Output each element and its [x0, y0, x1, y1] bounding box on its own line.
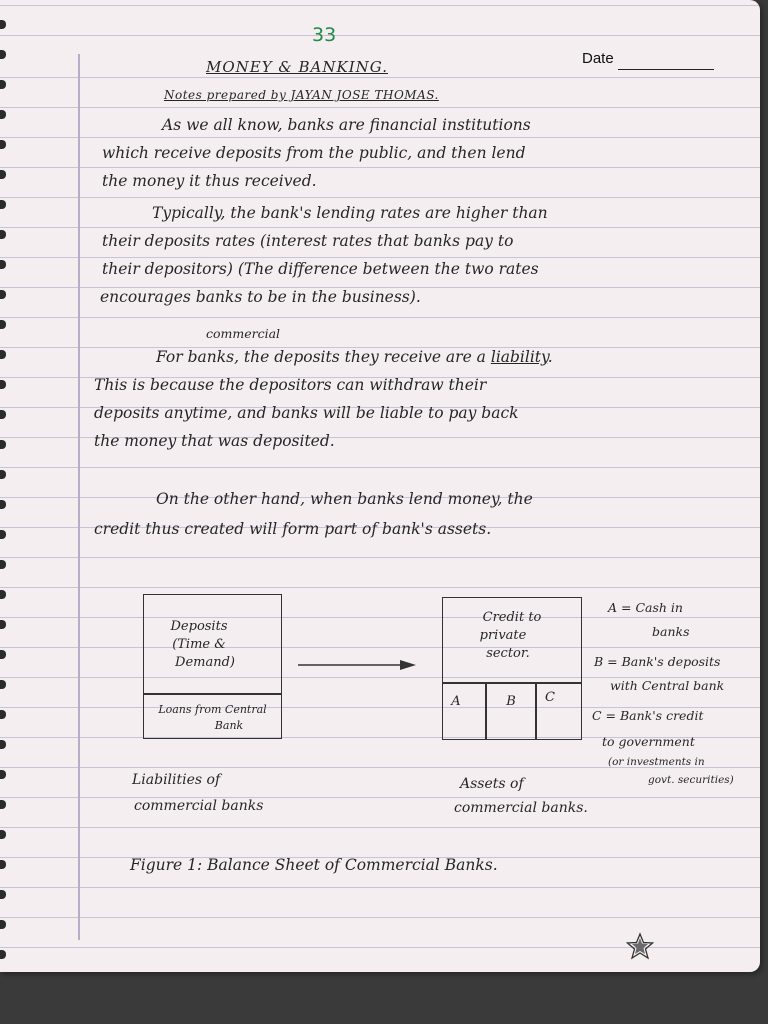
paragraph-2-line-2: their deposits rates (interest rates that banks pay to	[102, 232, 514, 250]
central-bank-label: Bank	[214, 719, 244, 732]
legend-c-line-3: (or investments in	[608, 756, 705, 768]
spiral-binding	[0, 0, 10, 972]
deposits-label: Deposits	[170, 619, 228, 634]
liabilities-caption-line-2: commercial banks	[134, 798, 264, 814]
private-label: private	[479, 628, 527, 643]
legend-a-line-2: banks	[652, 624, 690, 639]
paragraph-4-line-1: On the other hand, when banks lend money, the	[156, 490, 533, 508]
figure-caption: Figure 1: Balance Sheet of Commercial Banks.	[130, 856, 498, 874]
paragraph-3-line-3: deposits anytime, and banks will be liable to pay back	[94, 404, 519, 422]
margin-line	[78, 54, 80, 940]
page-number: 33	[312, 24, 337, 46]
time-label: (Time &	[172, 637, 226, 652]
paragraph-1-line-2: which receive deposits from the public, and then lend	[102, 144, 526, 162]
legend-a-line-1: A = Cash in	[608, 600, 683, 615]
paragraph-1-line-3: the money it thus received.	[102, 172, 317, 190]
legend-b-line-1: B = Bank's deposits	[594, 654, 721, 669]
page-title: MONEY & BANKING.	[206, 58, 388, 76]
paragraph-2-line-3: their depositors) (The difference between the two rates	[102, 260, 539, 278]
star-icon	[626, 932, 654, 960]
assets-caption-line-1: Assets of	[460, 776, 524, 792]
paragraph-2-line-4: encourages banks to be in the business).	[100, 288, 421, 306]
paragraph-3-line-4: the money that was deposited.	[94, 432, 335, 450]
loans-label: Loans from Central	[158, 703, 267, 716]
assets-caption-line-2: commercial banks.	[454, 800, 588, 816]
notes-author: Notes prepared by JAYAN JOSE THOMAS.	[164, 88, 439, 102]
credit-label: Credit to	[482, 610, 542, 625]
date-label: Date	[582, 50, 614, 67]
cell-c: C	[545, 690, 555, 705]
legend-c-line-2: to government	[602, 734, 695, 749]
assets-box	[442, 597, 582, 740]
paragraph-1-line-1: As we all know, banks are financial institutions	[162, 116, 531, 134]
liability-keyword: liability	[490, 348, 548, 366]
demand-label: Demand)	[175, 655, 235, 670]
inserted-word-commercial: commercial	[206, 326, 281, 341]
legend-c-line-1: C = Bank's credit	[592, 708, 704, 723]
legend-c-line-4: govt. securities)	[648, 774, 734, 786]
paragraph-3-line-1: For banks, the deposits they receive are a liability.	[156, 348, 553, 366]
liabilities-box	[143, 594, 282, 739]
arrow-right-icon	[296, 655, 418, 675]
paragraph-2-line-1: Typically, the bank's lending rates are higher than	[152, 204, 548, 222]
date-field-line	[618, 69, 714, 70]
liabilities-caption-line-1: Liabilities of	[132, 772, 221, 788]
cell-b: B	[506, 694, 516, 709]
sector-label: sector.	[486, 646, 530, 661]
paragraph-4-line-2: credit thus created will form part of bank's assets.	[94, 520, 492, 538]
paragraph-3-line-2: This is because the depositors can withdraw their	[94, 376, 487, 394]
paragraph-3-line-1-text: For banks, the deposits they receive are a	[156, 348, 486, 366]
legend-b-line-2: with Central bank	[610, 678, 725, 693]
cell-a: A	[451, 694, 461, 709]
